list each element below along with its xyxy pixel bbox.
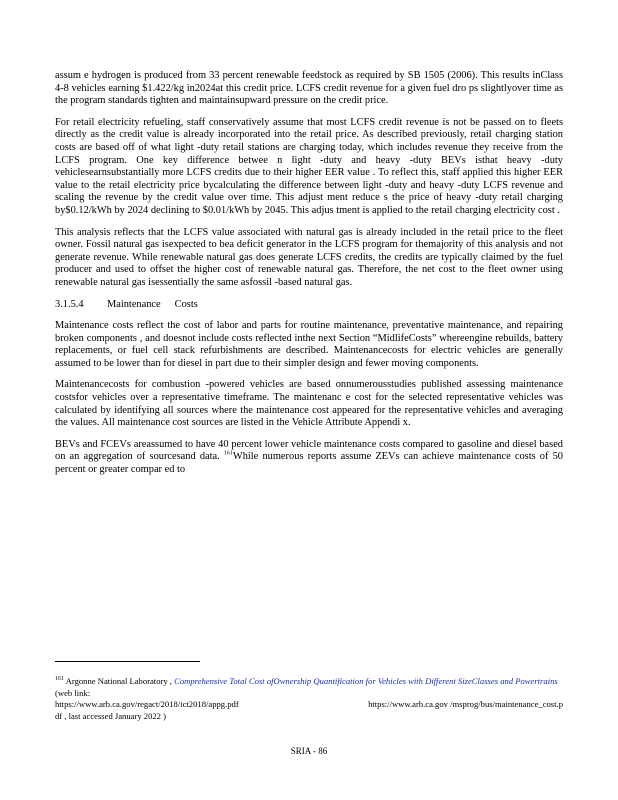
footnote-url-1[interactable]: https://www.arb.ca.gov/regact/2018/ict2018/appg.pdf bbox=[55, 699, 239, 710]
paragraph-hydrogen-credit: assum e hydrogen is produced from 33 percent renewable feedstock as required by SB 1505 (2006). This results inClass 4-8 vehicles earning $1.422/kg in2024at this credit price. LCFS credit revenue for a given fuel dro ps slightlyover time as the program standards tighten and maintainsupward pressure on the credit price. bbox=[55, 70, 563, 107]
body-text bbox=[55, 70, 563, 486]
footnote-number: 161 bbox=[55, 676, 64, 683]
paragraph-natural-gas: This analysis reflects that the LCFS value associated with natural gas is already included in the retail price to the fleet owner. Fossil natural gas isexpected to bea deficit generator in the LCFS program for themajority of this analysis and not generate revenue. While renewable natural gas does generate LCFS credits, the credits are typically claimed by the fuel producer and used to offset the higher cost of renewable natural gas. Therefore, the net cost to the fleet owner using renewable natural gas isessentially the same asfossil -based natural gas. bbox=[55, 226, 563, 288]
footnote-urls bbox=[55, 699, 563, 711]
paragraph-bev-fcev-maintenance: BEVs and FCEVs areassumed to have 40 percent lower vehicle maintenance costs compared to gasoline and diesel based on an aggregation of sourcesand data. $^{161}$While numerous reports assume ZEVs can achieve maintenance costs of 50 percent or greater compar ed to bbox=[55, 438, 563, 476]
footnote-report-link[interactable]: Comprehensive Total Cost ofOwnership Quantification for Vehicles with Different SizeClasses and Powertrains bbox=[174, 676, 558, 686]
page-number: SRIA - 86 bbox=[290, 746, 328, 756]
section-title-word-1: Maintenance bbox=[107, 298, 161, 310]
section-number: 3.1.5.4 bbox=[55, 298, 84, 310]
paragraph-electricity-refueling: For retail electricity refueling, staff conservatively assume that most LCFS credit revenue is not be passed on to fleets directly as the credit value is already incorporated into the retail price. As described previously, retail charging station costs are based off of what light -duty retail stations are charging today, which includes revenue they receive from the LCFS program. One key difference betwee n light -duty and heavy -duty BEVs isthat heavy -duty vehiclesearnsubstantially more LCFS credits due to their higher EER value . To reflect this, staff applied this higher EER value to the retail electricity price bycalculating the difference between light -duty and heavy -duty LCFS revenue and scaling the revenue by the credit value over time. This adjust ment reduce s the price of heavy -duty retail charging by$0.12/kWh by 2024 declining to $0.01/kWh by 2045. This adjus tment is applied to the retail charging electricity cost . bbox=[55, 116, 563, 216]
footnote-url-2[interactable]: https://www.arb.ca.gov /msprog/bus/maintenance_cost.p bbox=[368, 699, 563, 710]
section-title-word-2: Costs bbox=[174, 298, 198, 310]
section-heading bbox=[55, 299, 563, 312]
footnote-separator bbox=[55, 661, 200, 662]
footnote bbox=[55, 676, 563, 722]
footnote-reference[interactable]: 161 bbox=[223, 450, 233, 457]
paragraph-combustion-maintenance: Maintenancecosts for combustion -powered vehicles are based onnumerousstudies published assessing maintenance costsfor vehicles over a representative timeframe. The maintenanc e cost for the selected representative vehicles was calculated by identifying all sources where the maintenance cost appeared for the representative vehicles and averaging the values. All maintenance cost sources are listed in the Vehicle Attribute Appendi x. bbox=[55, 379, 563, 429]
paragraph-maintenance-costs: Maintenance costs reflect the cost of labor and parts for routine maintenance, preventative maintenance, and repairing broken components , and doesnot include costs reflected inthe next Section “MidlifeCosts” whereengine rebuilds, battery replacements, or fuel cell stack refurbishments are described. Maintenancecosts for electric vehicles are generally assumed to be lower than for diesel in part due to their simpler design and fewer moving components. bbox=[55, 320, 563, 369]
footnote-line-3: df , last accessed January 2022 ) bbox=[55, 710, 166, 721]
footnote-line-1: $^{161}$ Argonne National Laboratory , Comprehensive Total Cost ofOwnership Quantification for Vehicles with Different SizeClasses and Powertrains (web link: bbox=[55, 676, 558, 698]
